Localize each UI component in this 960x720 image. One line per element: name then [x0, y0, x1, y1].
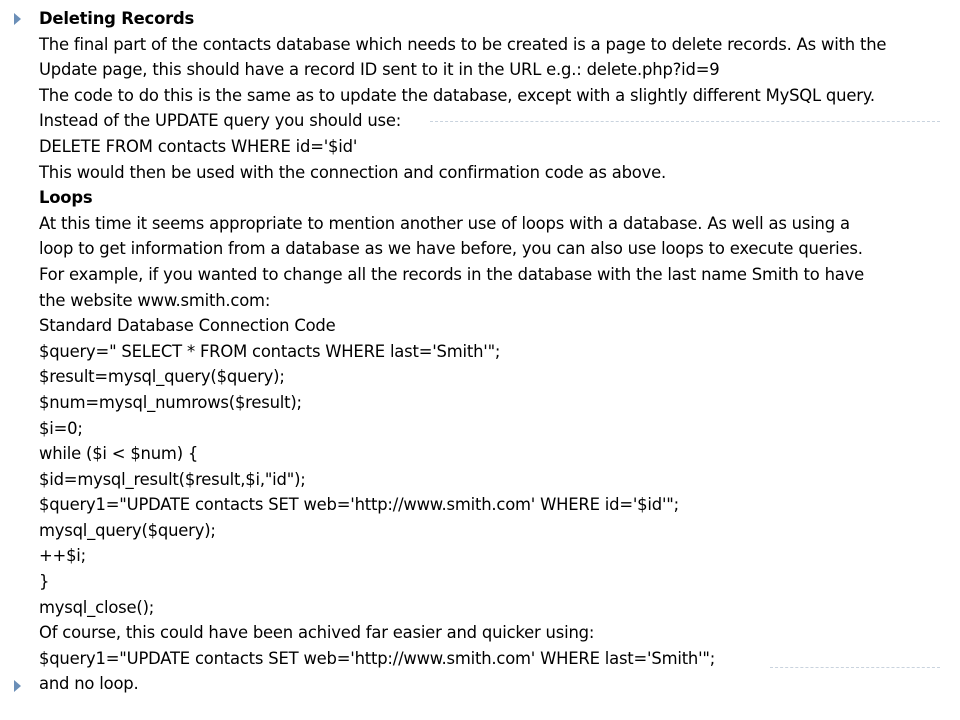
- body-line: At this time it seems appropriate to mention another use of loops with a database. As well as using a: [39, 213, 850, 233]
- body-line: Of course, this could have been achived far easier and quicker using:: [39, 623, 595, 643]
- code-line: $num=mysql_numrows($result);: [39, 392, 302, 412]
- code-line: $query=" SELECT * FROM contacts WHERE last='Smith'";: [39, 341, 501, 361]
- code-line: $query1="UPDATE contacts SET web='http://www.smith.com' WHERE id='$id'";: [39, 495, 679, 515]
- body-line: Instead of the UPDATE query you should use:: [39, 111, 402, 131]
- section-heading: Loops: [39, 188, 93, 208]
- code-line: $i=0;: [39, 418, 83, 438]
- body-line: The code to do this is the same as to update the database, except with a slightly different MySQL query.: [39, 85, 875, 105]
- code-line: while ($i < $num) {: [39, 444, 199, 464]
- code-line: ++$i;: [39, 546, 86, 566]
- body-line: Standard Database Connection Code: [39, 316, 336, 336]
- code-line: $id=mysql_result($result,$i,"id");: [39, 469, 306, 489]
- code-line: }: [39, 572, 50, 592]
- code-line: $query1="UPDATE contacts SET web='http://www.smith.com' WHERE last='Smith'";: [39, 648, 716, 668]
- code-line: DELETE FROM contacts WHERE id='$id': [39, 136, 358, 156]
- code-line: mysql_close();: [39, 597, 155, 617]
- body-line: loop to get information from a database as we have before, you can also use loops to execute queries.: [39, 239, 863, 259]
- body-line: This would then be used with the connection and confirmation code as above.: [39, 162, 666, 182]
- bullet-arrow-icon: [14, 13, 21, 25]
- section-heading: Deleting Records: [39, 9, 195, 28]
- body-line: the website www.smith.com:: [39, 290, 271, 310]
- code-line: mysql_query($query);: [39, 520, 216, 540]
- section-deleting-records: [39, 6, 955, 185]
- section-loops: [39, 185, 955, 697]
- bullet-arrow-icon: [14, 680, 21, 692]
- code-line: $result=mysql_query($query);: [39, 367, 285, 387]
- body-line: and no loop.: [39, 674, 139, 694]
- body-line: For example, if you wanted to change all the records in the database with the last name Smith to have: [39, 264, 865, 284]
- body-line: The final part of the contacts database which needs to be created is a page to delete records. As with the: [39, 34, 887, 54]
- body-line: Update page, this should have a record ID sent to it in the URL e.g.: delete.php?id=9: [39, 60, 720, 80]
- slide-body: [39, 6, 955, 697]
